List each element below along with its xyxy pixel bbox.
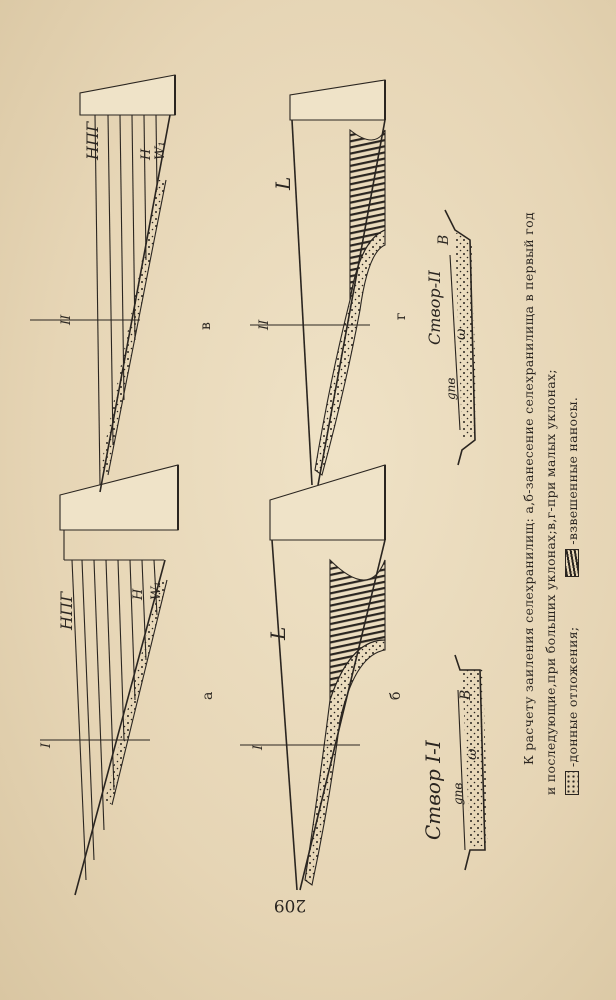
length-label-g: L: [271, 176, 295, 190]
panel-v: [30, 75, 175, 492]
w-label-v: W₁: [153, 141, 168, 160]
panel-g: [250, 80, 385, 485]
section-level-2: gпв: [444, 377, 458, 400]
legend-suspended-sediments: -взвешенные наносы.: [565, 396, 580, 545]
caption-legend: [562, 15, 584, 995]
figure-caption: [518, 15, 584, 995]
suspended-sediments-swatch: [565, 549, 579, 577]
bottom-deposits-swatch: [565, 771, 579, 795]
dam-v: [80, 75, 175, 115]
section-label-g: II: [257, 319, 272, 330]
section-label-a: I: [39, 742, 54, 748]
w-label-a: W₁: [149, 581, 164, 600]
panel-letter-g: г: [393, 312, 409, 320]
dam-g: [290, 80, 385, 120]
h-label-v: Н: [139, 148, 154, 160]
level-label-v: НПГ: [83, 121, 102, 160]
section-area-1: ω: [464, 748, 480, 760]
section-width-2: В: [436, 234, 452, 245]
section-title-2: Створ-II: [425, 270, 444, 345]
length-label-b: L: [266, 626, 290, 640]
level-label-a: НПГ: [57, 591, 76, 630]
panel-b: [240, 465, 385, 890]
panel-letter-b: б: [388, 691, 404, 700]
deposit-a: [105, 580, 167, 805]
h-label-a: Н: [131, 588, 146, 600]
panel-letter-a: а: [200, 691, 216, 700]
section-title-1: Створ I-I: [421, 740, 445, 840]
panel-a: [40, 465, 178, 895]
dam-b: [270, 465, 385, 540]
caption-line-2: и последующие,при больших уклонах;в,г-при малых уклонах;: [543, 369, 558, 795]
section-label-b: I: [251, 744, 266, 750]
section-width-1: В: [458, 689, 474, 700]
dam-a: [60, 465, 178, 530]
cross-section-1: [455, 655, 488, 870]
caption-line-1: К расчету заиления селехранилищ: а,б-занесение селехранилища в первый год: [521, 212, 536, 765]
page-number: 209: [273, 895, 307, 915]
section-label-v: II: [59, 314, 74, 325]
section-level-1: gпв: [451, 782, 465, 805]
section-area-2: ω: [453, 328, 469, 340]
bottom-b: [305, 640, 385, 885]
legend-bottom-deposits: -донные отложения;: [565, 626, 580, 767]
panel-letter-v: в: [198, 322, 214, 330]
